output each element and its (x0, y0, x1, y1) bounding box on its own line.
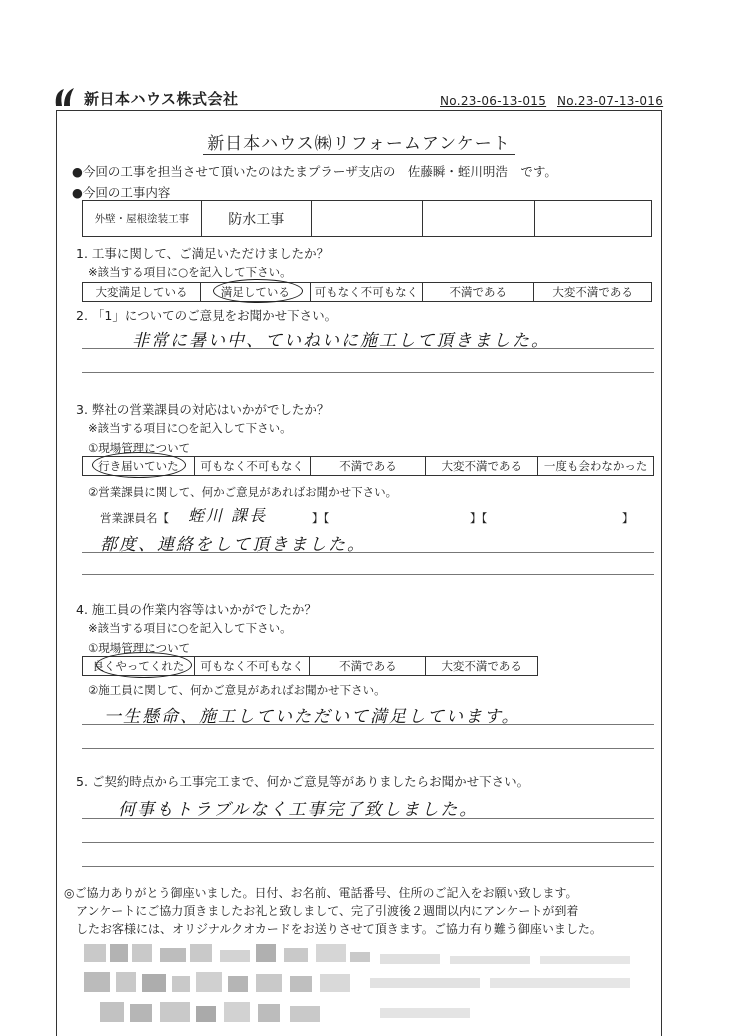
q4-question: 4. 施工員の作業内容等はいかがでしたか？ (76, 602, 317, 617)
q2-answer-line-1 (82, 348, 654, 349)
q5-question: 5. ご契約時点から工事完工まで、何かご意見等がありましたらお聞かせ下さい。 (76, 774, 530, 789)
redacted-personal-info (80, 938, 640, 1035)
q1-selection-circle (213, 279, 303, 303)
staff-bracket-1: 】【 (312, 511, 330, 525)
work-cell-3 (311, 201, 422, 237)
q1-instruction: ※該当する項目に○を記入して下さい。 (88, 265, 292, 279)
q3-answer-line-2 (82, 574, 654, 575)
q3-option-5[interactable]: 一度も会わなかった (538, 457, 654, 476)
staff-bracket-2: 】【 (470, 511, 488, 525)
q4-handwritten-answer: 一生懸命、施工していただいて満足しています。 (104, 707, 521, 727)
q1-option-1[interactable]: 大変満足している (83, 283, 201, 302)
q4-sub1-label: ①現場管理について (88, 641, 191, 655)
q3-answer-line-1 (82, 552, 654, 553)
work-cell-1: 外壁・屋根塗装工事 (83, 201, 202, 237)
q3-option-2[interactable]: 可もなく不可もなく (194, 457, 310, 476)
q4-option-4[interactable]: 大変不満である (426, 657, 538, 676)
staff-name-label: 営業課員名【 (100, 511, 169, 525)
q2-question: 2. 「1」についてのご意見をお聞かせ下さい。 (76, 308, 338, 323)
q4-option-3[interactable]: 不満である (310, 657, 426, 676)
company-logo-icon (52, 86, 78, 108)
q3-option-4[interactable]: 大変不満である (426, 457, 538, 476)
document-number-1: No.23-06-13-015 (440, 94, 547, 108)
work-content-table (82, 200, 652, 237)
q1-option-2[interactable]: 満足している (201, 283, 311, 302)
survey-title: 新日本ハウス㈱リフォームアンケート (56, 129, 662, 154)
q3-option-1[interactable]: 行き届いていた (83, 457, 195, 476)
q4-option-2[interactable]: 可もなく不可もなく (194, 657, 310, 676)
q1-option-5[interactable]: 大変不満である (534, 283, 652, 302)
q3-selection-circle (92, 452, 186, 478)
q4-answer-line-1 (82, 724, 654, 725)
q1-question: 1. 工事に関して、ご満足いただけましたか？ (76, 246, 330, 261)
q3-sub1-label: ①現場管理について (88, 441, 191, 455)
q3-instruction: ※該当する項目に○を記入して下さい。 (88, 421, 292, 435)
q5-answer-line-1 (82, 818, 654, 819)
q2-handwritten-answer: 非常に暑い中、ていねいに施工して頂きました。 (132, 331, 550, 351)
document-number-2: No.23-07-13-016 (557, 94, 664, 108)
q4-sub2-label: ②施工員に関して、何かご意見があればお聞かせ下さい。 (88, 683, 386, 697)
q3-sub2-label: ②営業課員に関して、何かご意見があればお聞かせ下さい。 (88, 485, 398, 499)
staff-name-handwritten: 蛭川 課長 (188, 506, 268, 525)
q3-handwritten-answer: 都度、連絡をして頂きました。 (100, 535, 366, 555)
q3-option-3[interactable]: 不満である (310, 457, 426, 476)
q4-option-1[interactable]: 良くやってくれた (83, 657, 195, 676)
work-cell-2: 防水工事 (201, 201, 311, 237)
q5-answer-line-2 (82, 842, 654, 843)
q5-handwritten-answer: 何事もトラブルなく工事完了致しました。 (118, 800, 479, 820)
q3-question: 3. 弊社の営業課員の対応はいかがでしたか？ (76, 402, 330, 417)
q2-answer-line-2 (82, 372, 654, 373)
q4-instruction: ※該当する項目に○を記入して下さい。 (88, 621, 292, 635)
q1-option-3[interactable]: 可もなく不可もなく (310, 283, 423, 302)
q5-answer-line-3 (82, 866, 654, 867)
q1-option-4[interactable]: 不満である (423, 283, 534, 302)
q4-answer-line-2 (82, 748, 654, 749)
q4-selection-circle (96, 652, 192, 678)
intro-text: ●今回の工事を担当させて頂いたのはたまプラーザ支店の 佐藤瞬・蛭川明浩 です。 (72, 164, 557, 179)
staff-bracket-3: 】 (622, 511, 634, 525)
footer-line-2: アンケートにご協力頂きましたお礼と致しまして、完了引渡後２週間以内にアンケートが到着 (76, 904, 579, 918)
work-cell-4 (423, 201, 534, 237)
work-cell-5 (534, 201, 651, 237)
footer-line-3: したお客様には、オリジナルクオカードをお送りさせて頂きます。ご協力有り難う御座いました。 (76, 922, 602, 936)
q1-options-table (82, 282, 652, 302)
work-content-label: ●今回の工事内容 (72, 185, 171, 200)
footer-line-1: ◎ご協力ありがとう御座いました。日付、お名前、電話番号、住所のご記入をお願い致します。 (64, 886, 578, 900)
company-name: 新日本ハウス株式会社 (84, 90, 239, 108)
